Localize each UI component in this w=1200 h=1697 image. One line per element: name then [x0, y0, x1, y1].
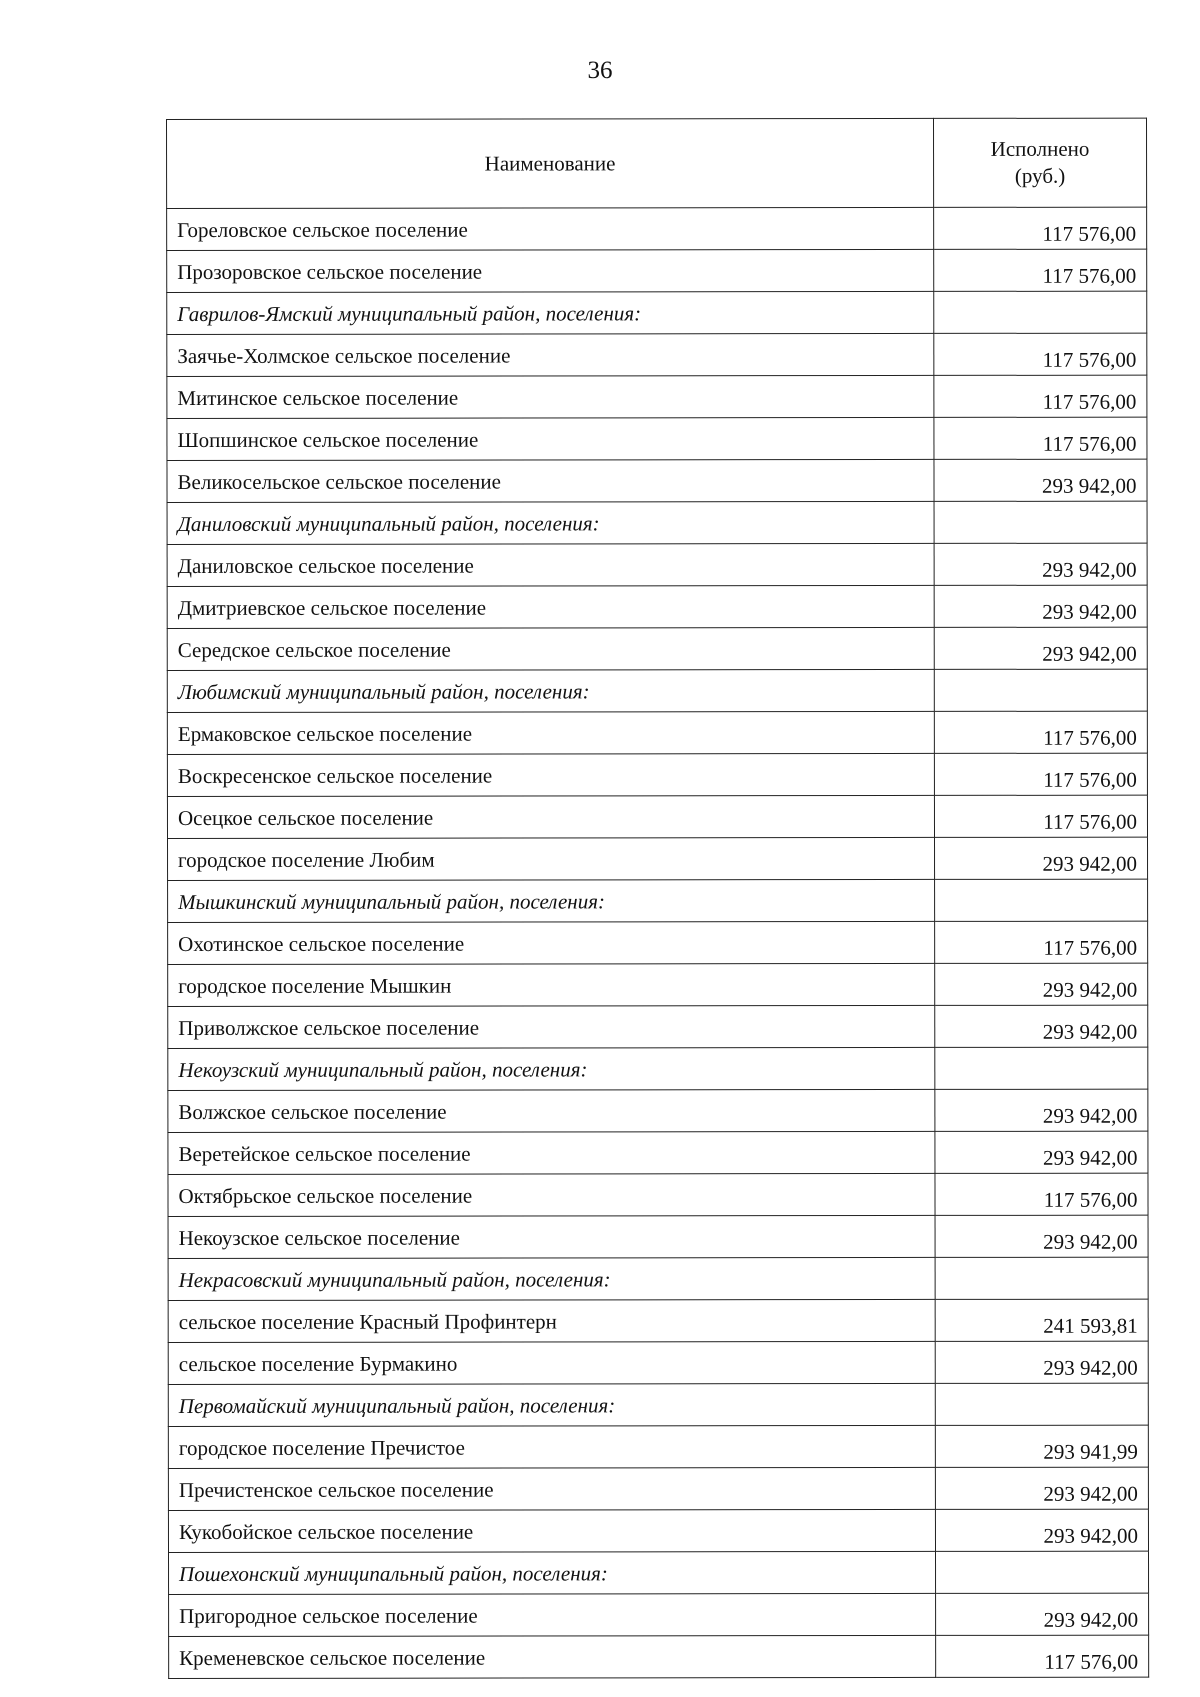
settlement-name: Великосельское сельское поселение — [167, 459, 934, 502]
table-row — [168, 1089, 1148, 1132]
settlement-name: Воскресенское сельское поселение — [167, 753, 934, 796]
amount-executed: 117 576,00 — [936, 1635, 1149, 1677]
settlement-name: Пречистенское сельское поселение — [168, 1467, 935, 1510]
settlement-name: сельское поселение Бурмакино — [168, 1341, 935, 1384]
amount-executed: 293 942,00 — [935, 1509, 1148, 1551]
settlement-name: Дмитриевское сельское поселение — [167, 585, 934, 628]
group-heading: Даниловский муниципальный район, поселения: — [167, 501, 934, 544]
table-group-row — [167, 669, 1147, 712]
table-group-row — [168, 1257, 1148, 1300]
amount-executed — [936, 1551, 1149, 1593]
amount-executed — [934, 669, 1147, 711]
amount-executed — [935, 1383, 1148, 1425]
amount-executed: 241 593,81 — [935, 1299, 1148, 1341]
group-heading: Гаврилов-Ямский муниципальный район, поселения: — [167, 291, 934, 334]
settlement-name: Заячье-Холмское сельское поселение — [167, 333, 934, 376]
amount-executed: 293 942,00 — [935, 837, 1148, 879]
table-group-row — [167, 501, 1147, 544]
table-row — [167, 375, 1147, 418]
table-row — [167, 711, 1147, 754]
table-group-row — [167, 291, 1147, 334]
amount-executed: 293 942,00 — [935, 963, 1148, 1005]
page-number: 36 — [587, 57, 613, 84]
amount-executed: 293 942,00 — [934, 627, 1147, 669]
table-row — [167, 543, 1147, 586]
settlement-name: Даниловское сельское поселение — [167, 543, 934, 586]
table-row — [167, 585, 1147, 628]
settlement-name: городское поселение Пречистое — [168, 1425, 935, 1468]
group-heading: Любимский муниципальный район, поселения: — [167, 669, 934, 712]
settlements-table — [166, 118, 1149, 1679]
table-group-row — [168, 1047, 1148, 1090]
settlement-name: Кременевское сельское поселение — [169, 1635, 936, 1678]
amount-executed: 117 576,00 — [934, 207, 1147, 249]
table-row — [168, 963, 1148, 1006]
amount-executed: 293 942,00 — [934, 585, 1147, 627]
amount-executed: 293 942,00 — [934, 543, 1147, 585]
settlement-name: Митинское сельское поселение — [167, 375, 934, 418]
table-row — [167, 417, 1147, 460]
table-body — [167, 207, 1149, 1678]
group-heading: Мышкинский муниципальный район, поселения: — [168, 879, 935, 922]
settlement-name: Кукобойское сельское поселение — [168, 1509, 935, 1552]
amount-executed: 117 576,00 — [934, 753, 1147, 795]
table-row — [168, 1173, 1148, 1216]
settlement-name: Гореловское сельское поселение — [167, 207, 934, 250]
amount-executed — [935, 1047, 1148, 1089]
settlement-name: Веретейское сельское поселение — [168, 1131, 935, 1174]
header-amount-line2: (руб.) — [1014, 163, 1066, 188]
amount-executed — [935, 1257, 1148, 1299]
amount-executed — [934, 501, 1147, 543]
table-row — [167, 459, 1147, 502]
table-row — [168, 1005, 1148, 1048]
table-row — [167, 333, 1147, 376]
amount-executed: 293 942,00 — [935, 1341, 1148, 1383]
settlement-name: Шопшинское сельское поселение — [167, 417, 934, 460]
group-heading: Некрасовский муниципальный район, поселения: — [168, 1257, 935, 1300]
amount-executed — [934, 291, 1147, 333]
table-row — [167, 627, 1147, 670]
header-amount — [933, 118, 1146, 207]
amount-executed: 117 576,00 — [934, 333, 1147, 375]
header-amount-line1: Исполнено — [990, 136, 1090, 161]
settlement-name: Приволжское сельское поселение — [168, 1005, 935, 1048]
amount-executed: 117 576,00 — [934, 249, 1147, 291]
table-row — [167, 207, 1147, 250]
table-row — [168, 1215, 1148, 1258]
table-row — [168, 1509, 1148, 1552]
table-row — [167, 753, 1147, 796]
amount-executed: 117 576,00 — [935, 921, 1148, 963]
amount-executed: 293 942,00 — [936, 1593, 1149, 1635]
amount-executed: 293 942,00 — [934, 459, 1147, 501]
amount-executed: 293 942,00 — [935, 1215, 1148, 1257]
amount-executed: 293 942,00 — [935, 1089, 1148, 1131]
header-name: Наименование — [167, 118, 934, 208]
table-row — [167, 249, 1147, 292]
settlement-name: Октябрьское сельское поселение — [168, 1173, 935, 1216]
group-heading: Первомайский муниципальный район, поселения: — [168, 1383, 935, 1426]
settlement-name: Середское сельское поселение — [167, 627, 934, 670]
amount-executed: 117 576,00 — [934, 711, 1147, 753]
table-group-row — [168, 1383, 1148, 1426]
table-row — [168, 1341, 1148, 1384]
amount-executed: 293 942,00 — [935, 1005, 1148, 1047]
amount-executed: 293 942,00 — [935, 1131, 1148, 1173]
group-heading: Пошехонский муниципальный район, поселения: — [169, 1551, 936, 1594]
table-row — [167, 795, 1147, 838]
settlement-name: сельское поселение Красный Профинтерн — [168, 1299, 935, 1342]
table-row — [168, 1131, 1148, 1174]
amount-executed: 117 576,00 — [934, 417, 1147, 459]
table-header-row — [167, 118, 1147, 208]
amount-executed — [935, 879, 1148, 921]
settlement-name: Некоузское сельское поселение — [168, 1215, 935, 1258]
table-row — [168, 921, 1148, 964]
amount-executed: 117 576,00 — [935, 1173, 1148, 1215]
amount-executed: 293 941,99 — [935, 1425, 1148, 1467]
table-row — [168, 1425, 1148, 1468]
amount-executed: 117 576,00 — [934, 375, 1147, 417]
amount-executed: 293 942,00 — [935, 1467, 1148, 1509]
table-row — [168, 1467, 1148, 1510]
settlement-name: городское поселение Мышкин — [168, 963, 935, 1006]
settlement-name: Прозоровское сельское поселение — [167, 249, 934, 292]
table-row — [169, 1593, 1149, 1636]
settlement-name: Осецкое сельское поселение — [167, 795, 934, 838]
settlement-name: Ермаковское сельское поселение — [167, 711, 934, 754]
settlement-name: Волжское сельское поселение — [168, 1089, 935, 1132]
table-group-row — [168, 879, 1148, 922]
table-row — [168, 1299, 1148, 1342]
table-group-row — [169, 1551, 1149, 1594]
table-row — [169, 1635, 1149, 1678]
table-row — [168, 837, 1148, 880]
group-heading: Некоузский муниципальный район, поселения: — [168, 1047, 935, 1090]
settlement-name: городское поселение Любим — [168, 837, 935, 880]
settlement-name: Охотинское сельское поселение — [168, 921, 935, 964]
settlement-name: Пригородное сельское поселение — [169, 1593, 936, 1636]
amount-executed: 117 576,00 — [934, 795, 1147, 837]
